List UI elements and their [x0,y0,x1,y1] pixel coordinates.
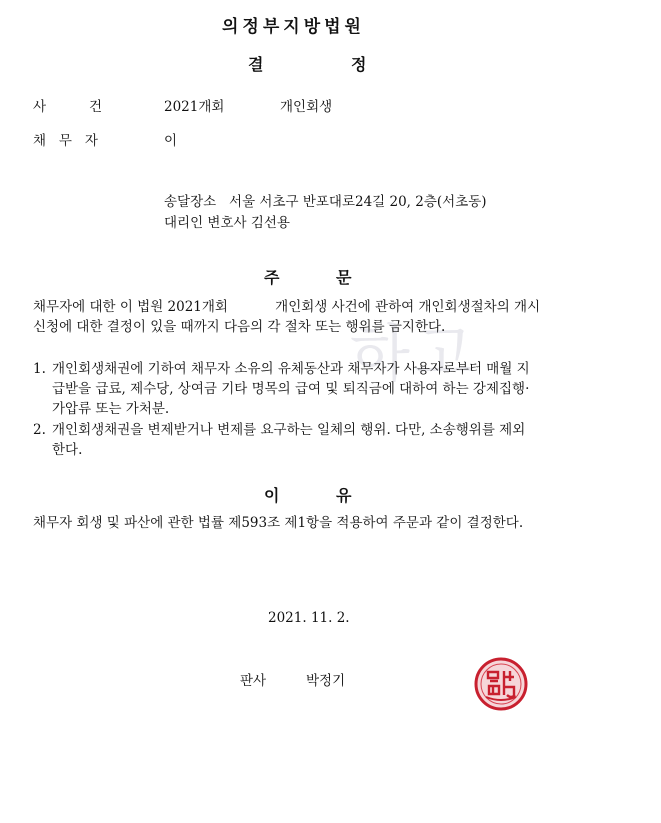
judge-title: 판사 [240,673,267,689]
reason-heading-left: 이 [264,486,280,505]
decision-date: 2021. 11. 2. [268,610,350,626]
case-name: 개인회생 [280,99,333,115]
debtor-name: 이 [164,133,178,149]
order-intro-line-1: 채무자에 대한 이 법원 2021개회 개인회생 사건에 관하여 개인회생절차의 개시 [33,299,541,315]
debtor-label: 채 무 자 [33,133,98,149]
judge-name: 박정기 [306,673,346,689]
judge-seal-stamp [474,657,528,711]
item-1-line-3: 가압류 또는 가처분. [52,401,170,417]
case-label: 사 건 [33,99,102,115]
background-watermark: 하고 [350,317,478,390]
item-2-line-1: 개인회생채권을 변제받거나 변제를 요구하는 일체의 행위. 다만, 소송행위를 제외 [52,422,526,438]
item-2-number: 2. [33,422,46,438]
doc-type-right: 정 [351,55,367,74]
case-number: 2021개회 [164,99,225,115]
legal-agent: 대리인 변호사 김선용 [164,215,290,231]
item-1-line-2: 급받을 급료, 제수당, 상여금 기타 명목의 급여 및 퇴직금에 대하여 하는 강제집행· [52,381,530,397]
reason-text: 채무자 회생 및 파산에 관한 법률 제593조 제1항을 적용하여 주문과 같이 결정한다. [33,515,524,531]
court-name: 의정부지방법원 [222,17,365,37]
item-1-line-1: 개인회생채권에 기하여 채무자 소유의 유체동산과 채무자가 사용자로부터 매월 지 [52,361,530,377]
service-address: 송달장소 서울 서초구 반포대로24길 20, 2층(서초동) [164,194,487,210]
order-intro-line-2: 신청에 대한 결정이 있을 때까지 다음의 각 절차 또는 행위를 금지한다. [33,319,446,335]
item-1-number: 1. [33,361,46,377]
reason-heading-right: 유 [336,486,352,505]
doc-type-left: 결 [248,55,264,74]
order-heading-left: 주 [264,268,280,287]
item-2-line-2: 한다. [52,442,83,458]
order-heading-right: 문 [336,268,352,287]
